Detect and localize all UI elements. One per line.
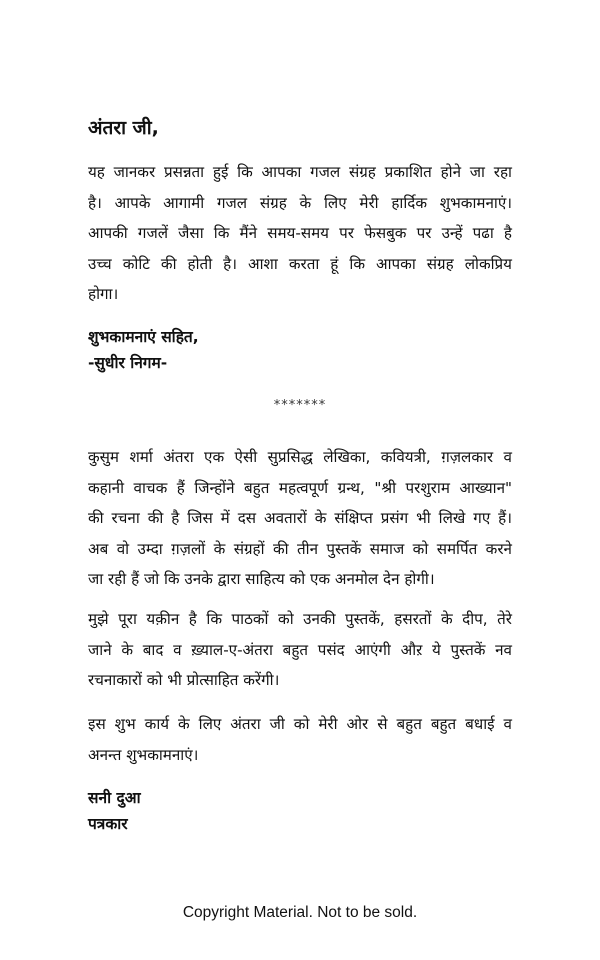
signature-title: पत्रकार <box>88 815 128 833</box>
letter2-signoff <box>88 785 141 837</box>
body-line: आपकी गजलें जैसा कि मैंने समय-समय पर फेसबुक पर उन्हें पढा है <box>88 224 512 242</box>
body-line: यह जानकर प्रसन्नता हुई कि आपका गजल संग्रह प्रकाशित होने जा रहा <box>88 163 512 181</box>
body-line: रचनाकारों को भी प्रोत्साहित करेंगी। <box>88 671 280 689</box>
body-line: कुसुम शर्मा अंतरा एक ऐसी सुप्रसिद्ध लेखिका, कवियत्री, ग़ज़लकार व <box>88 448 512 466</box>
letter1-body <box>88 157 512 310</box>
body-line: उच्च कोटि की होती है। आशा करता हूं कि आपका संग्रह लोकप्रिय <box>88 254 512 273</box>
body-line: इस शुभ कार्य के लिए अंतरा जी को मेरी ओर से बहुत बहुत बधाई व <box>88 715 512 733</box>
body-line: अब वो उम्दा ग़ज़लों के संग्रहों की तीन पुस्तकें समाज को समर्पित करने <box>88 539 512 558</box>
letter2-paragraph-2 <box>88 604 512 696</box>
salutation: अंतरा जी, <box>88 117 159 139</box>
body-line: मुझे पूरा यक़ीन है कि पाठकों को उनकी पुस्तकें, हसरतों के दीप, तेरे <box>88 610 512 628</box>
body-line: जाने के बाद व ख़्याल-ए-अंतरा बहुत पसंद आएंगी औऱ ये पुस्तकें नव <box>88 640 512 659</box>
closing: शुभकामनाएं सहित, <box>88 328 199 346</box>
body-line: जा रही हैं जो कि उनके द्वारा साहित्य को एक अनमोल देन होगी। <box>88 570 435 588</box>
signature-name: सनी दुआ <box>88 789 141 807</box>
section-separator: ******* <box>273 398 327 413</box>
letter2-paragraph-3 <box>88 709 512 770</box>
signature: -सुधीर निगम- <box>88 354 168 372</box>
body-line: कहानी वाचक हैं जिन्होंने बहुत महत्वपूर्ण ग्रन्थ, "श्री परशुराम आख्यान" <box>88 478 512 497</box>
letter2-paragraph-1 <box>88 442 512 595</box>
body-line: की रचना की है जिस में दस अवतारों के संक्षिप्त प्रसंग भी लिखे गए हैं। <box>88 509 512 527</box>
body-line: होगा। <box>88 285 119 303</box>
letter1-signoff <box>88 324 199 376</box>
body-line: अनन्त शुभकामनाएं। <box>88 745 199 764</box>
copyright-footer: Copyright Material. Not to be sold. <box>182 904 418 921</box>
body-line: है। आपके आगामी गजल संग्रह के लिए मेरी हार्दिक शुभकामनाएं। <box>88 193 512 212</box>
